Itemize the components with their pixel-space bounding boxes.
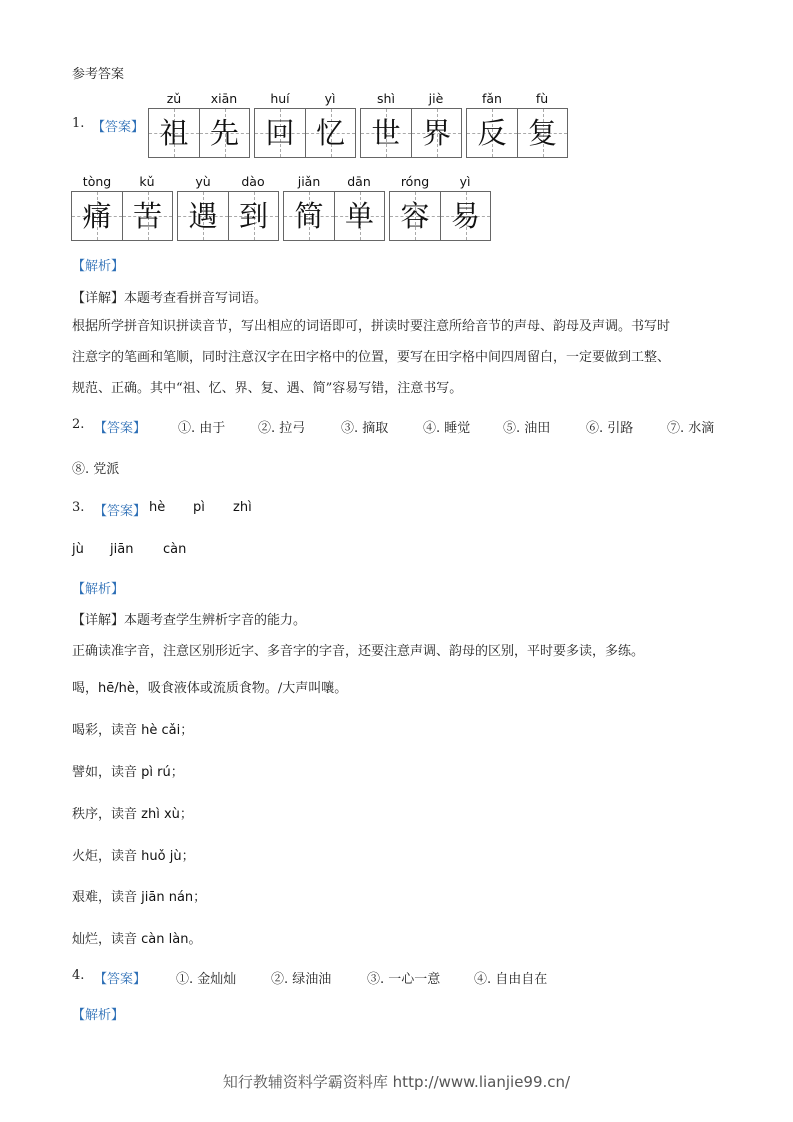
pinyin-label: róng <box>400 174 430 189</box>
analysis-tag: 【解析】 <box>72 582 125 597</box>
pinyin-label: fǎn <box>482 91 502 106</box>
answer-tag: 【答案】 <box>94 972 147 987</box>
tianzige-cell: 世 <box>361 109 411 157</box>
pinyin-label: dào <box>241 174 265 189</box>
pinyin-label: xiān <box>210 91 238 106</box>
tianzige-cell: 易 <box>440 192 490 240</box>
pinyin-label: shì <box>377 91 395 106</box>
pinyin-label: yù <box>195 174 211 189</box>
tianzige-box <box>389 191 491 241</box>
answer-item: ①. 金灿灿 <box>176 972 237 987</box>
pinyin-label: yì <box>459 174 471 189</box>
pinyin-answer: jù <box>72 542 84 557</box>
tianzige-cell: 单 <box>334 192 384 240</box>
tianzige-cell: 遇 <box>178 192 228 240</box>
tianzige-cell: 反 <box>467 109 517 157</box>
pinyin-answer: hè <box>149 500 166 515</box>
answer-item: ③. 摘取 <box>341 421 389 436</box>
tianzige-box <box>148 108 250 158</box>
answer-item: ⑧. 党派 <box>72 462 120 477</box>
analysis-tag: 【解析】 <box>72 259 125 274</box>
reading-line: 譬如，读音 pì rú； <box>72 765 184 780</box>
answer-item: ④. 自由自在 <box>474 972 548 987</box>
answer-item: ②. 绿油油 <box>271 972 332 987</box>
pinyin-answer: pì <box>193 500 205 515</box>
answer-tag: 【答案】 <box>94 504 147 519</box>
pinyin-answer: càn <box>163 542 187 557</box>
tianzige-cell: 苦 <box>122 192 172 240</box>
tianzige-box <box>466 108 568 158</box>
tianzige-cell: 先 <box>199 109 249 157</box>
reading-line: 艰难，读音 jiān nán； <box>72 890 207 905</box>
answer-tag: 【答案】 <box>94 421 147 436</box>
tianzige-cell: 祖 <box>149 109 199 157</box>
paragraph-line: 规范、正确。其中“祖、忆、界、复、遇、简”容易写错，注意书写。 <box>72 381 463 396</box>
tianzige-box <box>360 108 462 158</box>
detail-line: 【详解】本题考查看拼音写词语。 <box>72 291 268 306</box>
pinyin-label: zǔ <box>166 91 182 106</box>
pinyin-label: jiǎn <box>297 174 321 189</box>
pinyin-label: fù <box>535 91 549 106</box>
tianzige-cell: 容 <box>390 192 440 240</box>
answer-item: ⑦. 水滴 <box>667 421 715 436</box>
pinyin-label: tòng <box>82 174 112 189</box>
page-heading: 参考答案 <box>72 67 125 82</box>
answer-item: ①. 由于 <box>178 421 226 436</box>
explanation-paragraph <box>72 311 724 404</box>
answer-item: ⑤. 油田 <box>503 421 551 436</box>
reading-line: 秩序，读音 zhì xù； <box>72 807 193 822</box>
question-number-3: 3. <box>72 500 85 515</box>
pinyin-label: dān <box>347 174 371 189</box>
pinyin-label: kǔ <box>139 174 155 189</box>
reading-line: 灿烂，读音 càn làn。 <box>72 932 202 947</box>
pinyin-label: yì <box>324 91 336 106</box>
pinyin-label: huí <box>270 91 290 106</box>
pinyin-label: jiè <box>428 91 444 106</box>
tianzige-cell: 痛 <box>72 192 122 240</box>
reading-line: 火炬，读音 huǒ jù； <box>72 849 195 864</box>
question-number-2: 2. <box>72 417 85 432</box>
answer-item: ②. 拉弓 <box>258 421 306 436</box>
tianzige-cell: 到 <box>228 192 278 240</box>
tianzige-box <box>177 191 279 241</box>
tianzige-cell: 界 <box>411 109 461 157</box>
analysis-tag: 【解析】 <box>72 1008 125 1023</box>
tianzige-cell: 复 <box>517 109 567 157</box>
tianzige-cell: 回 <box>255 109 305 157</box>
answer-item: ④. 睡觉 <box>423 421 471 436</box>
paragraph-line: 注意字的笔画和笔顺，同时注意汉字在田字格中的位置，要写在田字格中间四周留白，一定要做到工整、 <box>72 350 671 365</box>
tianzige-cell: 忆 <box>305 109 355 157</box>
footer-watermark: 知行教辅资料学霸资料库 http://www.lianjie99.cn/ <box>222 1073 571 1091</box>
paragraph-line: 根据所学拼音知识拼读音节，写出相应的词语即可，拼读时要注意所给音节的声母、韵母及声调。书写时 <box>72 319 671 334</box>
question-number-4: 4. <box>72 968 85 983</box>
detail-line: 【详解】本题考查学生辨析字音的能力。 <box>72 613 307 628</box>
reading-line: 喝彩，读音 hè cǎi； <box>72 723 194 738</box>
paragraph-line: 正确读准字音，注意区别形近字、多音字的字音，还要注意声调、韵母的区别，平时要多读，多练。 <box>72 644 645 659</box>
answer-item: ⑥. 引路 <box>586 421 634 436</box>
tianzige-box <box>254 108 356 158</box>
tianzige-box <box>71 191 173 241</box>
answer-item: ③. 一心一意 <box>367 972 441 987</box>
answer-tag: 【答案】 <box>92 120 145 135</box>
tianzige-cell: 简 <box>284 192 334 240</box>
question-number-1: 1. <box>72 116 85 131</box>
pinyin-answer: zhì <box>233 500 252 515</box>
reading-line: 喝，hē/hè，吸食液体或流质食物。/大声叫嚷。 <box>72 681 348 696</box>
tianzige-box <box>283 191 385 241</box>
pinyin-answer: jiān <box>110 542 134 557</box>
